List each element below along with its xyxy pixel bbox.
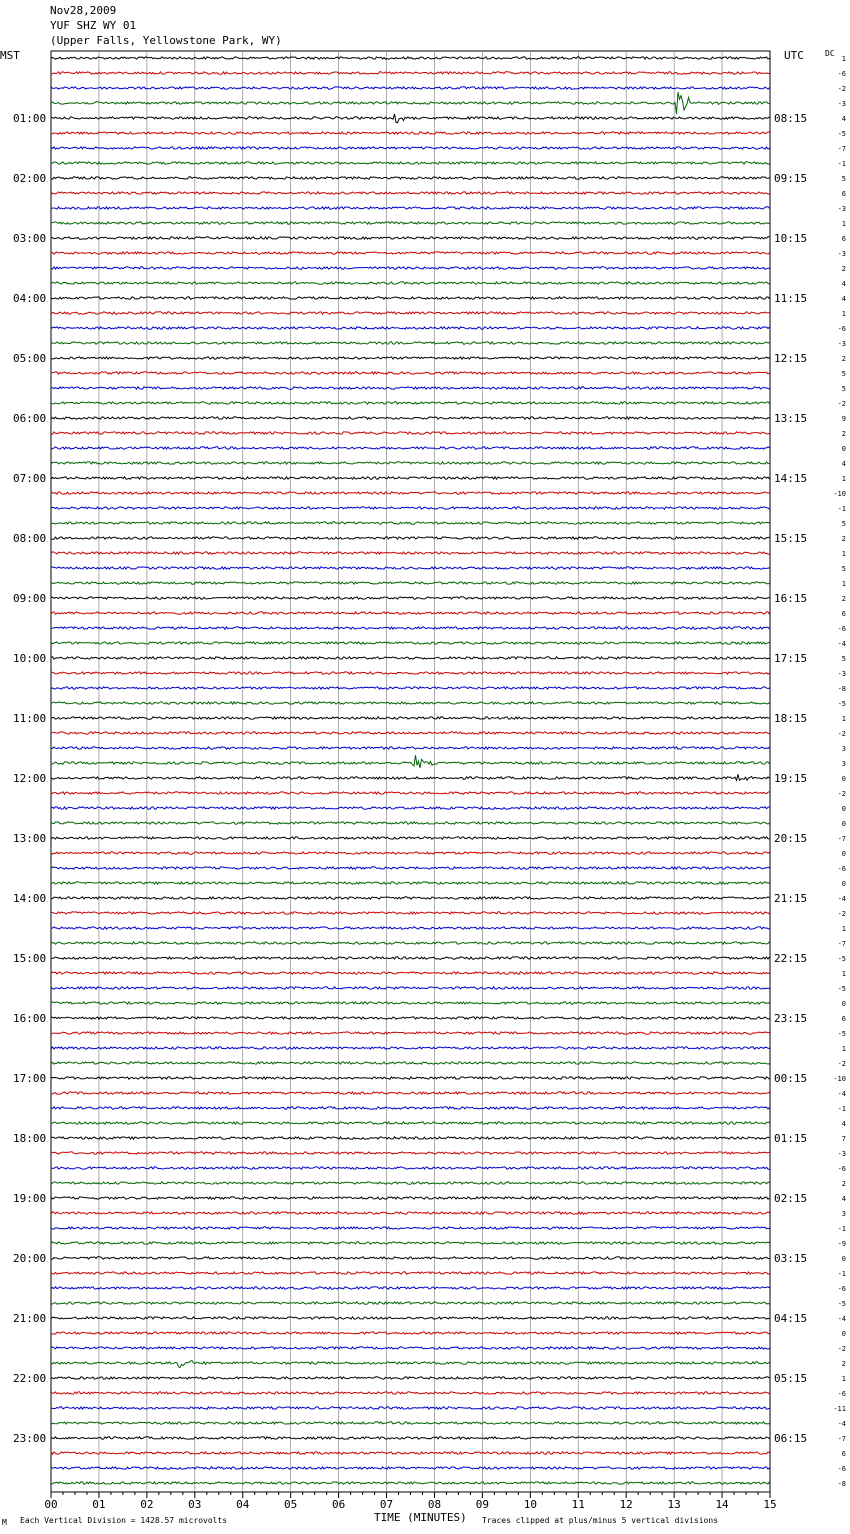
dc-offset-value: 0 (841, 850, 846, 858)
utc-hour-label: 22:15 (774, 952, 808, 965)
dc-label: DC (825, 49, 835, 58)
utc-hour-label: 06:15 (774, 1432, 808, 1445)
trace-row (51, 192, 770, 194)
trace-row (51, 312, 770, 314)
dc-offset-value: 4 (841, 295, 846, 303)
trace-row (51, 267, 770, 269)
utc-hour-label: 01:15 (774, 1132, 808, 1145)
trace-row (51, 1437, 770, 1439)
trace-row (51, 1347, 770, 1349)
trace-row (51, 1361, 770, 1368)
utc-hour-label: 19:15 (774, 772, 808, 785)
mst-hour-label: 06:00 (13, 412, 47, 425)
dc-offset-value: 2 (841, 535, 846, 543)
utc-hour-label: 17:15 (774, 652, 808, 665)
trace-row (51, 1017, 770, 1019)
clip-note: Traces clipped at plus/minus 5 vertical divisions (482, 1516, 719, 1525)
mst-hour-label: 17:00 (13, 1072, 47, 1085)
dc-offset-value: -6 (837, 865, 846, 873)
dc-offset-value: 7 (841, 1135, 846, 1143)
utc-hour-label: 20:15 (774, 832, 808, 845)
trace-row (51, 432, 770, 434)
trace-row (51, 1272, 770, 1274)
dc-offset-value: -4 (837, 640, 846, 648)
trace-row (51, 1227, 770, 1229)
dc-offset-value: -10 (833, 1075, 846, 1083)
trace-row (51, 717, 770, 719)
trace-row (51, 1377, 770, 1379)
trace-row (51, 882, 770, 884)
trace-row (51, 477, 770, 479)
trace-row (51, 252, 770, 254)
trace-row (51, 1152, 770, 1154)
dc-offset-value: -11 (833, 1405, 846, 1413)
trace-row (51, 57, 770, 59)
trace-row (51, 1092, 770, 1094)
trace-row (51, 402, 770, 404)
dc-offset-value: -5 (837, 1300, 846, 1308)
trace-row (51, 642, 770, 644)
dc-offset-value: -7 (837, 145, 846, 153)
utc-hour-label: 02:15 (774, 1192, 808, 1205)
mst-hour-label: 02:00 (13, 172, 47, 185)
x-tick-label: 11 (571, 1498, 585, 1511)
dc-offset-value: 0 (841, 775, 846, 783)
trace-row (51, 567, 770, 569)
x-tick-label: 12 (619, 1498, 633, 1511)
mst-label: MST (0, 49, 20, 62)
dc-offset-value: -1 (837, 160, 846, 168)
trace-row (51, 672, 770, 674)
trace-row (51, 537, 770, 539)
mst-hour-label: 14:00 (13, 892, 47, 905)
dc-offset-value: 2 (841, 1360, 846, 1368)
trace-row (51, 132, 770, 134)
x-tick-label: 09 (475, 1498, 490, 1511)
x-tick-label: 04 (236, 1498, 250, 1511)
trace-row (51, 357, 770, 359)
dc-offset-value: 1 (841, 1375, 846, 1383)
utc-hour-label: 05:15 (774, 1372, 808, 1385)
dc-offset-value: 1 (841, 475, 846, 483)
x-tick-label: 02 (140, 1498, 154, 1511)
dc-offset-value: 2 (841, 430, 846, 438)
dc-offset-value: -4 (837, 1315, 846, 1323)
utc-label: UTC (784, 49, 804, 62)
mst-hour-label: 21:00 (13, 1312, 47, 1325)
dc-offset-value: 4 (841, 1195, 846, 1203)
dc-offset-value: -5 (837, 130, 846, 138)
dc-offset-value: -3 (837, 250, 846, 258)
dc-offset-value: 1 (841, 970, 846, 978)
mst-hour-label: 19:00 (13, 1192, 47, 1205)
station-location: (Upper Falls, Yellowstone Park, WY) (50, 34, 282, 47)
dc-offset-value: 5 (841, 520, 846, 528)
trace-row (51, 1077, 770, 1079)
trace-row (51, 282, 770, 284)
x-tick-label: 03 (188, 1498, 202, 1511)
trace-row (51, 1137, 770, 1139)
trace-row (51, 1302, 770, 1304)
mst-hour-label: 18:00 (13, 1132, 47, 1145)
mst-hour-label: 22:00 (13, 1372, 47, 1385)
utc-hour-label: 09:15 (774, 172, 808, 185)
dc-offset-value: 4 (841, 280, 846, 288)
dc-offset-value: -2 (837, 910, 846, 918)
dc-offset-value: 5 (841, 655, 846, 663)
dc-offset-value: 6 (841, 1450, 846, 1458)
utc-hour-label: 21:15 (774, 892, 808, 905)
dc-offset-value: 2 (841, 265, 846, 273)
dc-offset-value: 0 (841, 820, 846, 828)
dc-offset-value: 0 (841, 445, 846, 453)
utc-hour-label: 11:15 (774, 292, 808, 305)
trace-row (51, 114, 770, 123)
dc-offset-value: 3 (841, 760, 846, 768)
trace-row (51, 1317, 770, 1319)
dc-offset-value: -3 (837, 670, 846, 678)
trace-row (51, 837, 770, 839)
trace-row (51, 1332, 770, 1334)
trace-row (51, 957, 770, 959)
trace-row (51, 942, 770, 944)
trace-row (51, 1467, 770, 1469)
trace-row (51, 1257, 770, 1259)
trace-row (51, 972, 770, 974)
dc-offset-value: -6 (837, 1390, 846, 1398)
dc-offset-value: 3 (841, 1210, 846, 1218)
trace-row (51, 87, 770, 89)
trace-row (51, 522, 770, 524)
trace-row (51, 1392, 770, 1394)
dc-offset-value: -4 (837, 895, 846, 903)
trace-row (51, 447, 770, 449)
mst-hour-label: 20:00 (13, 1252, 47, 1265)
dc-offset-value: -4 (837, 1090, 846, 1098)
plot-frame (51, 51, 770, 1492)
trace-row (51, 417, 770, 419)
plot-date: Nov28,2009 (50, 4, 117, 17)
trace-row (51, 492, 770, 494)
scale-note: Each Vertical Division = 1428.57 microvolts (20, 1516, 228, 1525)
dc-offset-value: -5 (837, 1030, 846, 1038)
trace-row (51, 72, 770, 74)
mst-hour-label: 10:00 (13, 652, 47, 665)
mst-hour-label: 09:00 (13, 592, 47, 605)
trace-row (51, 747, 770, 749)
trace-row (51, 297, 770, 299)
dc-offset-value: -6 (837, 70, 846, 78)
trace-row (51, 807, 770, 809)
trace-row (51, 597, 770, 599)
trace-row (51, 1287, 770, 1289)
utc-hour-label: 08:15 (774, 112, 808, 125)
utc-hour-label: 04:15 (774, 1312, 808, 1325)
trace-row (51, 1242, 770, 1244)
dc-offset-value: -5 (837, 955, 846, 963)
mst-hour-label: 03:00 (13, 232, 47, 245)
trace-row (51, 1002, 770, 1004)
trace-row (51, 927, 770, 929)
dc-offset-value: -2 (837, 400, 846, 408)
x-tick-label: 08 (427, 1498, 442, 1511)
trace-row (51, 1197, 770, 1199)
trace-row (51, 327, 770, 329)
x-axis (44, 1492, 776, 1511)
dc-offset-value: -2 (837, 1060, 846, 1068)
dc-offset-value: 9 (841, 415, 846, 423)
dc-offset-value: -8 (837, 685, 846, 693)
mst-hour-label: 01:00 (13, 112, 47, 125)
dc-offset-value: 5 (841, 175, 846, 183)
trace-row (51, 897, 770, 899)
dc-offset-value: 0 (841, 1000, 846, 1008)
mst-hour-label: 08:00 (13, 532, 47, 545)
dc-offset-value: 2 (841, 355, 846, 363)
x-tick-label: 06 (331, 1498, 346, 1511)
dc-offset-value: -2 (837, 85, 846, 93)
corner-mark: M (2, 1518, 7, 1527)
trace-row (51, 702, 770, 704)
trace-row (51, 774, 770, 780)
dc-offset-value: -10 (833, 490, 846, 498)
trace-row (51, 612, 770, 614)
trace-row (51, 507, 770, 509)
dc-offset-value: 5 (841, 370, 846, 378)
dc-offset-value: -6 (837, 625, 846, 633)
x-tick-label: 00 (44, 1498, 58, 1511)
mst-hour-label: 04:00 (13, 292, 47, 305)
trace-row (51, 222, 770, 224)
dc-offset-value: 5 (841, 565, 846, 573)
utc-hour-label: 16:15 (774, 592, 808, 605)
dc-offset-value: 2 (841, 595, 846, 603)
dc-offset-value: -6 (837, 1465, 846, 1473)
trace-row (51, 177, 770, 179)
trace-row (51, 147, 770, 149)
x-tick-label: 13 (667, 1498, 681, 1511)
mst-hour-label: 11:00 (13, 712, 47, 725)
dc-offset-value: -1 (837, 1270, 846, 1278)
dc-offset-value: -1 (837, 1105, 846, 1113)
x-tick-label: 10 (523, 1498, 537, 1511)
utc-hour-label: 03:15 (774, 1252, 808, 1265)
x-tick-label: 05 (284, 1498, 298, 1511)
mst-hour-label: 16:00 (13, 1012, 47, 1025)
dc-offset-value: 3 (841, 745, 846, 753)
x-tick-label: 01 (92, 1498, 106, 1511)
trace-row (51, 207, 770, 209)
trace-row (51, 1032, 770, 1034)
dc-offset-value: -6 (837, 1285, 846, 1293)
trace-row (51, 732, 770, 734)
utc-hour-label: 12:15 (774, 352, 808, 365)
trace-row (51, 1047, 770, 1049)
mst-hour-label: 05:00 (13, 352, 47, 365)
dc-offset-value: 1 (841, 580, 846, 588)
dc-offset-value: -8 (837, 1480, 846, 1488)
trace-row (51, 1107, 770, 1109)
dc-offset-value: -2 (837, 790, 846, 798)
mst-hour-label: 23:00 (13, 1432, 47, 1445)
trace-row (51, 912, 770, 914)
dc-offset-value: 0 (841, 1330, 846, 1338)
trace-row (51, 1182, 770, 1184)
dc-offset-value: 1 (841, 310, 846, 318)
trace-row (51, 1452, 770, 1454)
dc-offset-value: -6 (837, 1165, 846, 1173)
trace-row (51, 387, 770, 389)
trace-row (51, 687, 770, 689)
trace-row (51, 1482, 770, 1484)
dc-offset-value: -5 (837, 700, 846, 708)
dc-offset-value: 1 (841, 550, 846, 558)
trace-row (51, 162, 770, 164)
trace-row (51, 462, 770, 464)
dc-offset-value: -6 (837, 325, 846, 333)
dc-offset-value: -3 (837, 340, 846, 348)
trace-row (51, 1167, 770, 1169)
dc-offset-value: -9 (837, 1240, 846, 1248)
trace-row (51, 237, 770, 239)
utc-hour-label: 00:15 (774, 1072, 808, 1085)
mst-hour-label: 13:00 (13, 832, 47, 845)
dc-offset-value: 4 (841, 115, 846, 123)
trace-row (51, 1212, 770, 1214)
mst-hour-label: 12:00 (13, 772, 47, 785)
utc-hour-label: 15:15 (774, 532, 808, 545)
dc-offset-value: 0 (841, 1255, 846, 1263)
station-code: YUF SHZ WY 01 (50, 19, 137, 32)
trace-row (51, 852, 770, 854)
dc-offset-value: 1 (841, 220, 846, 228)
trace-row (51, 987, 770, 989)
dc-offset-value: -1 (837, 1225, 846, 1233)
trace-row (51, 822, 770, 824)
minute-grid (51, 51, 770, 1492)
dc-offset-value: -2 (837, 1345, 846, 1353)
trace-row (51, 627, 770, 629)
trace-row (51, 372, 770, 374)
dc-offset-value: 6 (841, 235, 846, 243)
utc-hour-label: 10:15 (774, 232, 808, 245)
trace-row (51, 792, 770, 794)
utc-hour-label: 18:15 (774, 712, 808, 725)
dc-offset-value: -7 (837, 835, 846, 843)
dc-offset-value: 4 (841, 460, 846, 468)
dc-offset-value: -3 (837, 100, 846, 108)
dc-offset-value: -4 (837, 1420, 846, 1428)
trace-row (51, 657, 770, 659)
dc-offset-value: 0 (841, 880, 846, 888)
dc-offset-value: -7 (837, 940, 846, 948)
trace-row (51, 755, 770, 768)
mst-hour-label: 07:00 (13, 472, 47, 485)
trace-row (51, 92, 770, 114)
utc-hour-label: 23:15 (774, 1012, 808, 1025)
trace-row (51, 1422, 770, 1424)
x-tick-label: 15 (763, 1498, 777, 1511)
utc-hour-label: 13:15 (774, 412, 808, 425)
trace-row (51, 1407, 770, 1409)
trace-row (51, 582, 770, 584)
dc-offset-value: 6 (841, 190, 846, 198)
trace-row (51, 1062, 770, 1064)
trace-row (51, 1122, 770, 1124)
mst-hour-label: 15:00 (13, 952, 47, 965)
dc-offset-value: -7 (837, 1435, 846, 1443)
trace-row (51, 867, 770, 869)
dc-offset-value: -3 (837, 205, 846, 213)
dc-offset-value: 0 (841, 805, 846, 813)
x-axis-title: TIME (MINUTES) (374, 1511, 467, 1524)
dc-offset-value: 6 (841, 1015, 846, 1023)
trace-row (51, 342, 770, 344)
dc-offset-value: 6 (841, 610, 846, 618)
dc-offset-value: 1 (841, 925, 846, 933)
dc-offset-value: 1 (841, 715, 846, 723)
dc-offset-value: -5 (837, 985, 846, 993)
dc-offset-value: -3 (837, 1150, 846, 1158)
trace-row (51, 552, 770, 554)
dc-offset-value: 5 (841, 385, 846, 393)
dc-offset-value: 4 (841, 1120, 846, 1128)
x-tick-label: 14 (715, 1498, 729, 1511)
dc-offset-value: -1 (837, 505, 846, 513)
dc-offset-value: -2 (837, 730, 846, 738)
trace-rows (51, 57, 770, 1484)
dc-offset-value: 1 (841, 55, 846, 63)
x-tick-label: 07 (379, 1498, 394, 1511)
dc-offset-value: 2 (841, 1180, 846, 1188)
utc-hour-label: 14:15 (774, 472, 808, 485)
dc-offset-value: 1 (841, 1045, 846, 1053)
